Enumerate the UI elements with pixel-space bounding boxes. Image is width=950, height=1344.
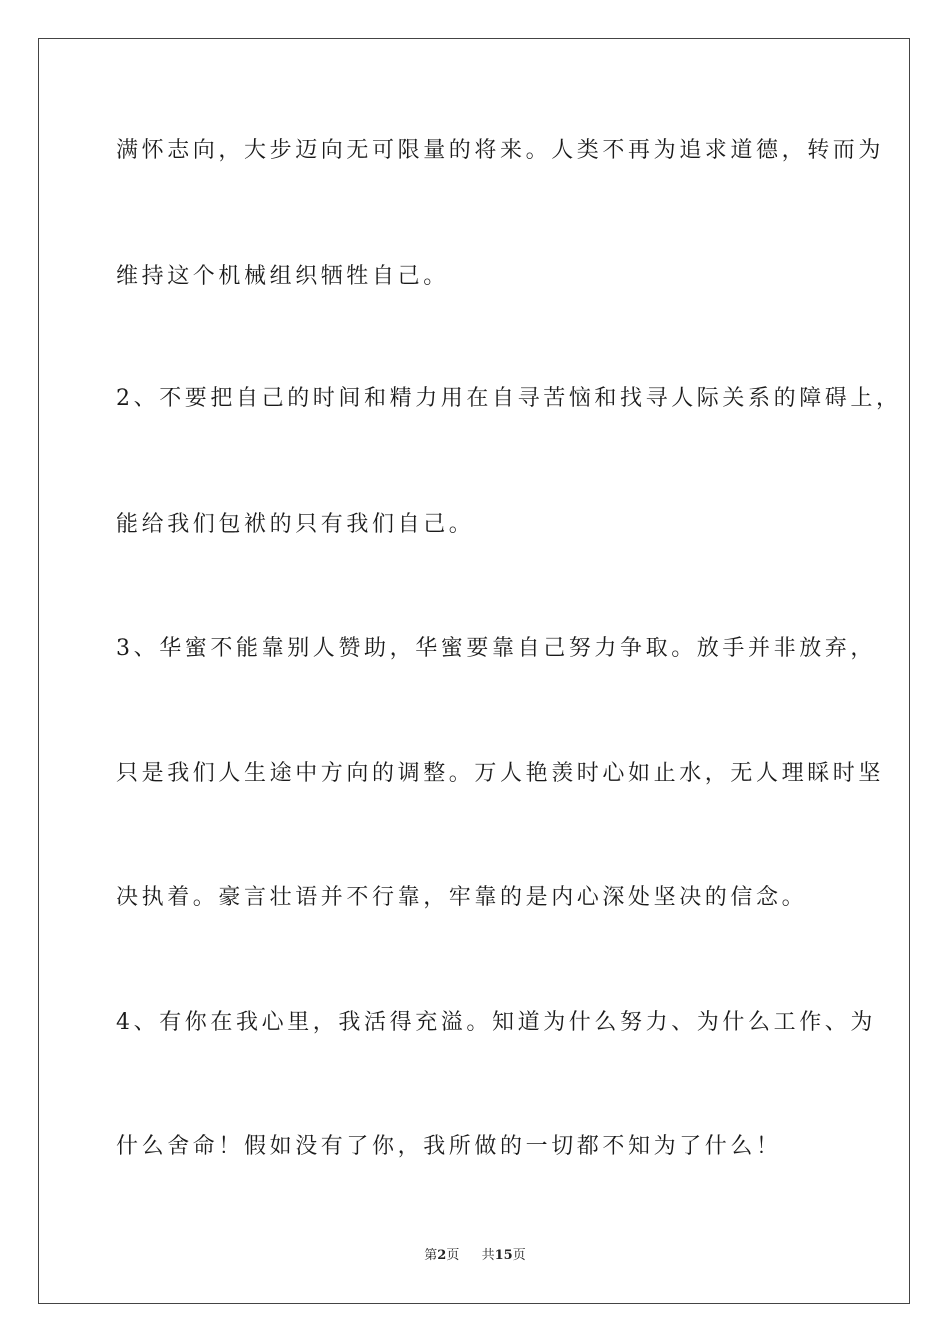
body-text-line: 3、华蜜不能靠别人赞助，华蜜要靠自己努力争取。放手并非放弃， [116, 636, 876, 661]
page-number-label: 第2页 [424, 1248, 460, 1263]
total-pages-label: 共15页 [481, 1248, 526, 1263]
body-text-line: 决执着。豪言壮语并不行靠，牢靠的是内心深处坚决的信念。 [116, 885, 808, 910]
body-text-line: 什么舍命！假如没有了你，我所做的一切都不知为了什么！ [116, 1134, 782, 1159]
body-text-line: 2、不要把自己的时间和精力用在自寻苦恼和找寻人际关系的障碍上， [116, 386, 902, 411]
body-text-line: 能给我们包袱的只有我们自己。 [116, 512, 475, 537]
body-text-line: 只是我们人生途中方向的调整。万人艳羡时心如止水，无人理睬时坚 [116, 761, 885, 786]
body-text-line: 4、有你在我心里，我活得充溢。知道为什么努力、为什么工作、为 [116, 1010, 876, 1035]
page-footer [0, 1247, 950, 1265]
body-text-line: 满怀志向，大步迈向无可限量的将来。人类不再为追求道德，转而为 [116, 138, 885, 163]
body-text-line: 维持这个机械组织牺牲自己。 [116, 264, 449, 289]
page-border [38, 38, 910, 1304]
